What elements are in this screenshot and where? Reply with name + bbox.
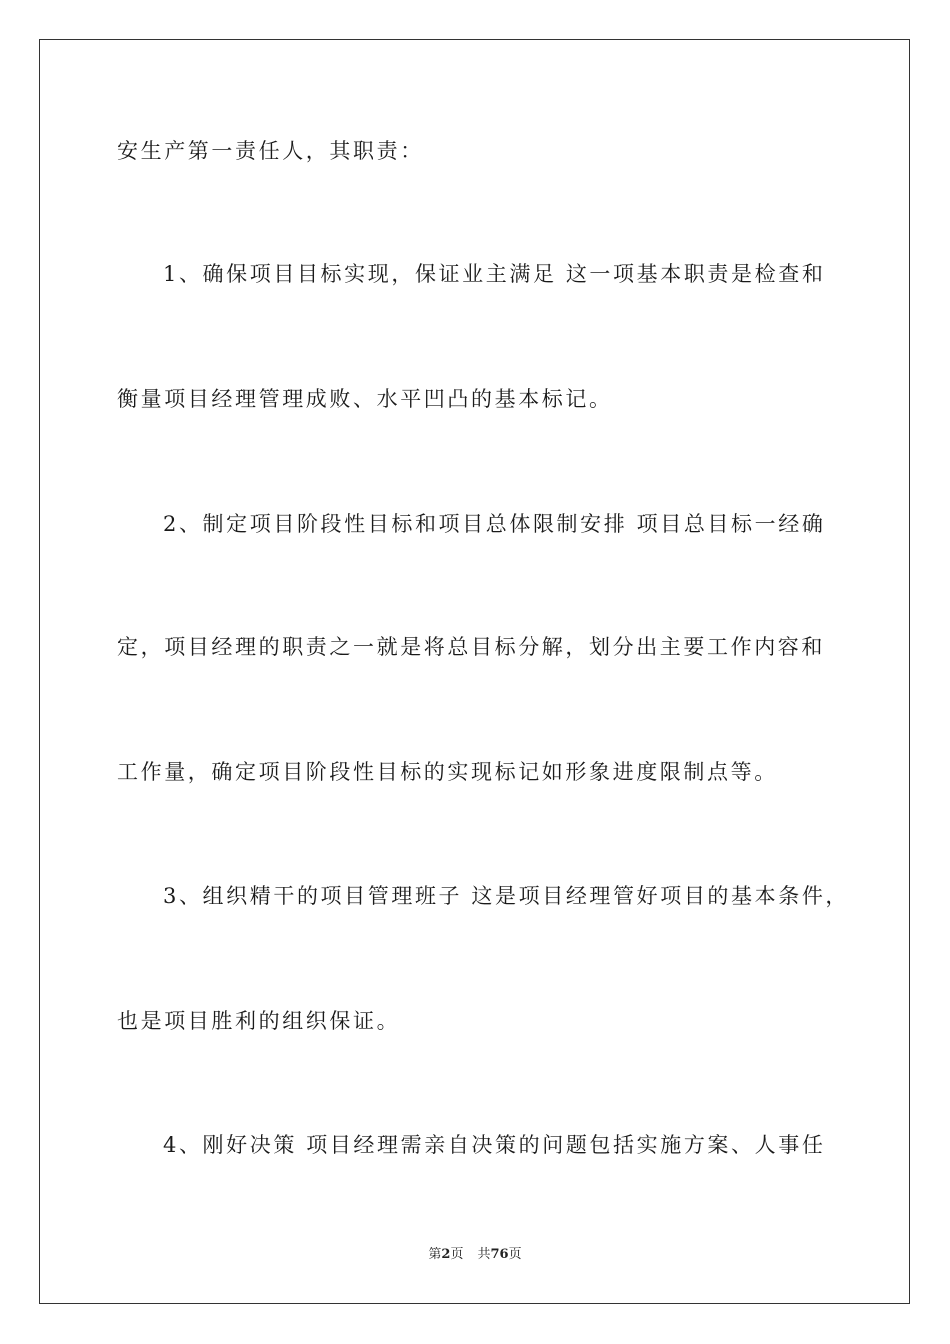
page-prefix: 第 — [428, 1247, 442, 1262]
paragraph-line-7: 3、组织精干的项目管理班子 这是项目经理管好项目的基本条件， — [163, 884, 850, 908]
paragraph-line-8: 也是项目胜利的组织保证。 — [117, 1009, 401, 1033]
page-suffix: 页 — [450, 1247, 464, 1262]
total-prefix: 共 — [477, 1247, 491, 1262]
paragraph-line-2: 1、确保项目目标实现，保证业主满足 这一项基本职责是检查和 — [163, 262, 826, 286]
paragraph-line-3: 衡量项目经理管理成败、水平凹凸的基本标记。 — [117, 387, 613, 411]
paragraph-line-1: 安生产第一责任人，其职责： — [117, 139, 424, 163]
paragraph-line-5: 定，项目经理的职责之一就是将总目标分解，划分出主要工作内容和 — [117, 635, 825, 659]
paragraph-line-6: 工作量，确定项目阶段性目标的实现标记如形象进度限制点等。 — [117, 760, 778, 784]
paragraph-line-9: 4、刚好决策 项目经理需亲自决策的问题包括实施方案、人事任 — [163, 1133, 826, 1157]
page-border — [39, 39, 910, 1304]
total-suffix: 页 — [508, 1247, 522, 1262]
page-number: 2 — [441, 1247, 451, 1262]
page-footer — [0, 1243, 950, 1262]
paragraph-line-4: 2、制定项目阶段性目标和项目总体限制安排 项目总目标一经确 — [163, 512, 826, 536]
total-pages: 76 — [490, 1247, 509, 1262]
